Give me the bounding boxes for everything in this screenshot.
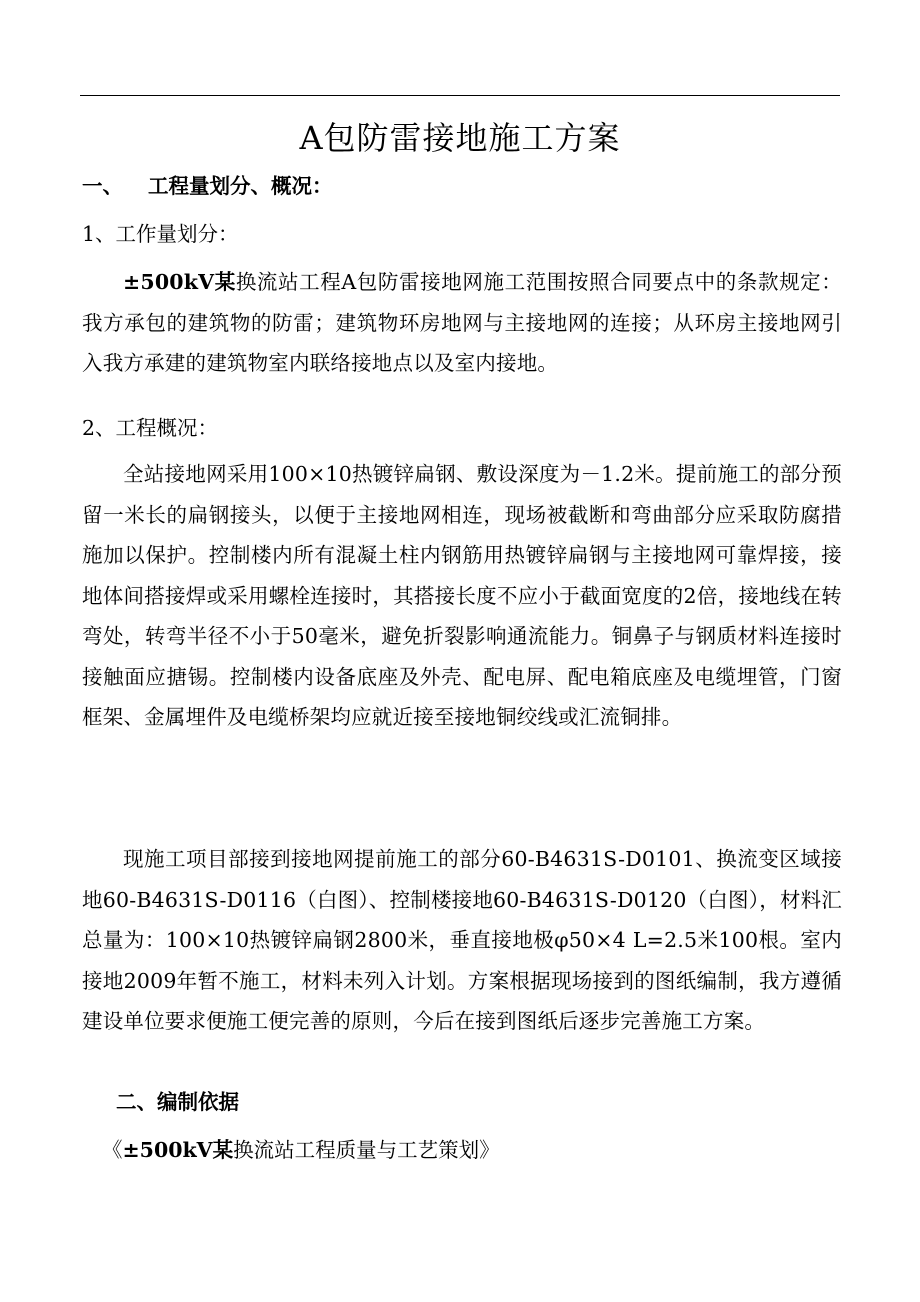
reference-text: 换流站工程质量与工艺策划》 <box>233 1138 500 1162</box>
paragraph-scope-text: 换流站工程A包防雷接地网施工范围按照合同要点中的条款规定：我方承包的建筑物的防雷；建筑物环房地网与主接地网的连接；从环房主接地网引入我方承建的建筑物室内联络接地点以及室内接地。 <box>82 270 842 375</box>
voltage-prefix: ±500kV某 <box>123 270 236 294</box>
section-number: 一、 <box>82 174 123 198</box>
document-title: A包防雷接地施工方案 <box>299 119 621 157</box>
section-heading-2: 二、编制依据 <box>116 1090 239 1114</box>
reference-open-quote: 《 <box>102 1138 123 1162</box>
section-heading-1 <box>82 172 842 200</box>
subsection-heading-1: 1、工作量划分： <box>82 222 239 246</box>
paragraph-materials: 现施工项目部接到接地网提前施工的部分60-B4631S-D0101、换流变区域接地60-B4631S-D0116（白图）、控制楼接地60-B4631S-D0120（白图），材料汇总量为：100×10热镀锌扁钢2800米，垂直接地极φ50×4 L=2.5米100根。室内接地2009年暂不施工，材料未列入计划。方案根据现场接到的图纸编制，我方遵循建设单位要求便施工便完善的原则，今后在接到图纸后逐步完善施工方案。 <box>82 847 842 1033</box>
paragraph-overview: 全站接地网采用100×10热镀锌扁钢、敷设深度为－1.2米。提前施工的部分预留一米长的扁钢接头，以便于主接地网相连，现场被截断和弯曲部分应采取防腐措施加以保护。控制楼内所有混凝土柱内钢筋用热镀锌扁钢与主接地网可靠焊接，接地体间搭接焊或采用螺栓连接时，其搭接长度不应小于截面宽度的2倍，接地线在转弯处，转弯半径不小于50毫米，避免折裂影响通流能力。铜鼻子与钢质材料连接时接触面应搪锡。控制楼内设备底座及外壳、配电屏、配电箱底座及电缆埋管，门窗框架、金属埋件及电缆桥架均应就近接至接地铜绞线或汇流铜排。 <box>82 462 842 729</box>
subsection-heading-2: 2、工程概况： <box>82 416 219 440</box>
section-heading-text: 工程量划分、概况： <box>148 174 333 198</box>
reference-item <box>102 1136 862 1164</box>
paragraph-scope <box>82 262 842 384</box>
header-rule <box>80 95 840 96</box>
reference-voltage-prefix: ±500kV某 <box>122 1138 234 1162</box>
